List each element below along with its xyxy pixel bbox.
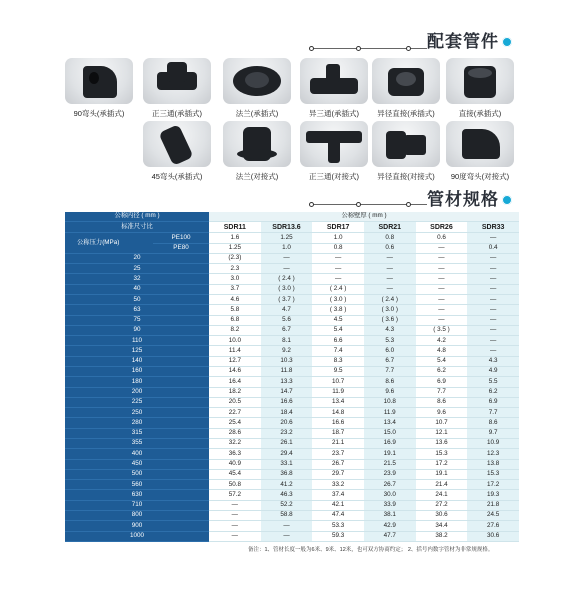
wall-thickness-cell: 13.3 [261, 377, 313, 387]
wall-thickness-cell: — [416, 264, 468, 274]
table-row [65, 253, 519, 263]
wall-thickness-cell: 9.5 [312, 367, 364, 377]
wall-thickness-cell: 18.2 [209, 387, 261, 397]
pressure-cell: 1.0 [261, 243, 313, 253]
wall-thickness-cell: 15.0 [364, 428, 416, 438]
wall-thickness-cell: 59.3 [312, 531, 364, 542]
wall-thickness-cell: ( 3.0 ) [364, 305, 416, 315]
wall-thickness-cell: 7.7 [416, 387, 468, 397]
wall-thickness-cell: 16.6 [261, 397, 313, 407]
diameter-cell: 710 [65, 500, 209, 510]
wall-thickness-cell: 6.8 [209, 315, 261, 325]
wall-thickness-cell: 5.5 [467, 377, 519, 387]
wall-thickness-cell: 18.7 [312, 428, 364, 438]
pipe-spec-table [65, 212, 519, 542]
wall-thickness-cell: — [416, 295, 468, 305]
table-row [65, 510, 519, 520]
diameter-cell: 225 [65, 397, 209, 407]
wall-thickness-cell: 57.2 [209, 490, 261, 500]
wall-thickness-cell: 12.7 [209, 356, 261, 366]
wall-thickness-cell: 20.5 [209, 397, 261, 407]
wall-thickness-cell: 19.1 [416, 469, 468, 479]
diameter-cell: 315 [65, 428, 209, 438]
wall-thickness-cell: 24.1 [416, 490, 468, 500]
wall-thickness-cell: 13.4 [312, 397, 364, 407]
header-bullet-icon [502, 195, 512, 205]
wall-thickness-cell: 16.9 [364, 438, 416, 448]
wall-thickness-cell: — [416, 284, 468, 294]
wall-thickness-cell: 13.8 [467, 459, 519, 469]
diameter-cell: 560 [65, 480, 209, 490]
wall-thickness-cell: — [261, 531, 313, 542]
wall-thickness-cell: (2.3) [209, 253, 261, 263]
wall-thickness-cell: 8.6 [364, 377, 416, 387]
wall-thickness-cell: 15.3 [467, 469, 519, 479]
wall-thickness-cell: 2.3 [209, 264, 261, 274]
wall-thickness-cell: 22.7 [209, 408, 261, 418]
wall-thickness-cell: 5.4 [416, 356, 468, 366]
diameter-cell: 63 [65, 305, 209, 315]
pressure-cell: — [467, 233, 519, 243]
wall-thickness-cell: 21.4 [416, 480, 468, 490]
wall-thickness-cell: 15.3 [416, 449, 468, 459]
table-row [65, 408, 519, 418]
wall-thickness-cell: — [364, 274, 416, 284]
diameter-cell: 400 [65, 449, 209, 459]
pressure-grade: PE80 [153, 243, 209, 253]
diameter-cell: 500 [65, 469, 209, 479]
wall-thickness-cell: 30.6 [416, 510, 468, 520]
wall-thickness-cell: 36.3 [209, 449, 261, 459]
wall-thickness-cell: 19.3 [467, 490, 519, 500]
fitting-caption: 异径直接(承插式) [377, 109, 435, 118]
diameter-cell: 355 [65, 438, 209, 448]
fitting-caption: 正三通(承插式) [152, 109, 202, 118]
table-row [65, 264, 519, 274]
wall-thickness-cell: 33.1 [261, 459, 313, 469]
table-row [65, 387, 519, 397]
wall-thickness-cell: — [467, 295, 519, 305]
wall-thickness-cell: 8.6 [467, 418, 519, 428]
wall-thickness-cell: 41.2 [261, 480, 313, 490]
wall-thickness-cell: — [467, 305, 519, 315]
wall-thickness-cell: 34.4 [416, 521, 468, 531]
fitting-tile-tee [143, 58, 211, 104]
wall-thickness-cell: 19.1 [364, 449, 416, 459]
sdr-column-header: SDR26 [416, 222, 468, 233]
wall-thickness-cell: 9.6 [364, 387, 416, 397]
wall-thickness-cell: 21.1 [312, 438, 364, 448]
wall-thickness-cell: ( 2.4 ) [261, 274, 313, 284]
wall-thickness-cell: 10.9 [467, 438, 519, 448]
pressure-cell: 0.8 [312, 243, 364, 253]
sdr-column-header: SDR13.6 [261, 222, 313, 233]
fitting-tile-butt-elbow [446, 121, 514, 167]
wall-thickness-cell: 12.1 [416, 428, 468, 438]
wall-thickness-cell: 36.8 [261, 469, 313, 479]
wall-thickness-cell: 8.3 [312, 356, 364, 366]
wall-thickness-cell: — [364, 253, 416, 263]
wall-thickness-cell: ( 3.8 ) [312, 305, 364, 315]
table-row [65, 480, 519, 490]
wall-thickness-cell: — [416, 274, 468, 284]
wall-thickness-cell: — [364, 284, 416, 294]
outer-diameter-header: 公称内径 ( mm ) [65, 212, 209, 222]
wall-thickness-cell: 27.6 [467, 521, 519, 531]
fitting-caption: 法兰(对接式) [235, 172, 279, 181]
diameter-cell: 800 [65, 510, 209, 520]
table-row [65, 449, 519, 459]
wall-thickness-cell: 21.5 [364, 459, 416, 469]
wall-thickness-cell: 4.3 [364, 325, 416, 335]
diameter-cell: 32 [65, 274, 209, 284]
diameter-cell: 1000 [65, 531, 209, 542]
wall-thickness-cell: 10.7 [416, 418, 468, 428]
wall-thickness-cell: ( 3.6 ) [364, 315, 416, 325]
fittings-header [427, 27, 512, 51]
wall-thickness-cell: 38.2 [416, 531, 468, 542]
wall-thickness-cell: 17.2 [467, 480, 519, 490]
fitting-tile-butt-flange [223, 121, 291, 167]
wall-thickness-cell: 50.8 [209, 480, 261, 490]
wall-thickness-cell: ( 3.0 ) [261, 284, 313, 294]
wall-thickness-cell: 30.0 [364, 490, 416, 500]
table-row [65, 346, 519, 356]
table-row [65, 325, 519, 335]
wall-thickness-cell: — [312, 253, 364, 263]
wall-thickness-cell: — [261, 264, 313, 274]
wall-thickness-cell: 30.6 [467, 531, 519, 542]
fitting-caption: 90度弯头(对接式) [450, 172, 510, 181]
wall-thickness-cell: — [261, 521, 313, 531]
wall-thickness-cell: 29.4 [261, 449, 313, 459]
pressure-cell: — [416, 243, 468, 253]
wall-thickness-cell: 18.4 [261, 408, 313, 418]
pressure-cell: 1.6 [209, 233, 261, 243]
wall-thickness-cell: 8.1 [261, 336, 313, 346]
wall-thickness-cell: 10.0 [209, 336, 261, 346]
wall-thickness-cell: 58.8 [261, 510, 313, 520]
wall-thickness-cell: 29.7 [312, 469, 364, 479]
wall-thickness-cell: 33.2 [312, 480, 364, 490]
wall-thickness-cell: — [467, 346, 519, 356]
wall-thickness-cell: ( 2.4 ) [364, 295, 416, 305]
fitting-tile-elbow-90 [65, 58, 133, 104]
diameter-cell: 25 [65, 264, 209, 274]
table-row [65, 336, 519, 346]
sdr-column-header: SDR11 [209, 222, 261, 233]
wall-thickness-cell: 11.4 [209, 346, 261, 356]
table-row [65, 397, 519, 407]
diameter-cell: 160 [65, 367, 209, 377]
pressure-cell: 0.6 [364, 243, 416, 253]
pipe-header-rule [311, 204, 427, 205]
wall-thickness-cell: — [312, 264, 364, 274]
diameter-cell: 630 [65, 490, 209, 500]
diameter-cell: 200 [65, 387, 209, 397]
wall-thickness-cell: 14.8 [312, 408, 364, 418]
wall-thickness-cell: — [467, 325, 519, 335]
wall-thickness-cell: — [467, 284, 519, 294]
diameter-cell: 50 [65, 295, 209, 305]
pipe-header [427, 185, 512, 209]
wall-thickness-cell: 10.3 [261, 356, 313, 366]
wall-thickness-cell: 6.2 [416, 367, 468, 377]
wall-thickness-cell: 3.7 [209, 284, 261, 294]
pressure-header: 公称压力(MPa) [65, 233, 153, 254]
wall-thickness-cell: 53.3 [312, 521, 364, 531]
wall-thickness-cell: 6.0 [364, 346, 416, 356]
table-row [65, 521, 519, 531]
pressure-cell: 1.25 [209, 243, 261, 253]
table-row [65, 531, 519, 542]
fitting-tile-elbow-45 [143, 121, 211, 167]
wall-thickness-cell: 24.5 [467, 510, 519, 520]
wall-thickness-cell: 4.9 [467, 367, 519, 377]
butt-elbow-icon [462, 129, 500, 159]
wall-thickness-cell: 4.5 [312, 315, 364, 325]
fitting-caption: 异径直接(对接式) [377, 172, 435, 181]
wall-thickness-cell: 5.4 [312, 325, 364, 335]
wall-thickness-cell: — [467, 336, 519, 346]
wall-thickness-header: 公称壁厚 ( mm ) [209, 212, 519, 222]
wall-thickness-cell: ( 3.7 ) [261, 295, 313, 305]
fitting-tile-coupling [446, 58, 514, 104]
wall-thickness-cell: — [416, 305, 468, 315]
pressure-cell: 0.8 [364, 233, 416, 243]
wall-thickness-cell: 6.2 [467, 387, 519, 397]
wall-thickness-cell: 10.7 [312, 377, 364, 387]
wall-thickness-cell: 4.8 [416, 346, 468, 356]
table-row [65, 356, 519, 366]
table-row [65, 428, 519, 438]
pressure-cell: 0.4 [467, 243, 519, 253]
wall-thickness-cell: 9.7 [467, 428, 519, 438]
wall-thickness-cell: — [209, 521, 261, 531]
fitting-tile-butt-tee [300, 121, 368, 167]
sdr-column-header: SDR17 [312, 222, 364, 233]
table-footnote: 备注：1、管材长度一般为6米、9米、12米，也可双方协商约定； 2、括号内数字管材为非常规规格。 [248, 547, 494, 553]
diameter-cell: 20 [65, 253, 209, 263]
wall-thickness-cell: 7.7 [467, 408, 519, 418]
diameter-cell: 75 [65, 315, 209, 325]
table-row [65, 315, 519, 325]
pressure-cell: 0.6 [416, 233, 468, 243]
fittings-title: 配套管件 [427, 31, 499, 52]
table-row [65, 469, 519, 479]
wall-thickness-cell: 52.2 [261, 500, 313, 510]
wall-thickness-cell: 11.9 [364, 408, 416, 418]
wall-thickness-cell: 28.6 [209, 428, 261, 438]
pipe-title: 管材规格 [427, 189, 499, 210]
diameter-cell: 140 [65, 356, 209, 366]
wall-thickness-cell: 26.7 [312, 459, 364, 469]
fitting-caption: 直接(承插式) [458, 109, 502, 118]
diameter-cell: 110 [65, 336, 209, 346]
fitting-caption: 法兰(承插式) [235, 109, 279, 118]
table-row [65, 284, 519, 294]
wall-thickness-cell: 3.0 [209, 274, 261, 284]
fittings-header-rule [311, 48, 427, 49]
wall-thickness-cell: 20.6 [261, 418, 313, 428]
header-bullet-icon [502, 37, 512, 47]
wall-thickness-cell: 45.4 [209, 469, 261, 479]
sdr-column-header: SDR21 [364, 222, 416, 233]
diameter-cell: 125 [65, 346, 209, 356]
fitting-caption: 45弯头(承插式) [151, 172, 203, 181]
wall-thickness-cell: 46.3 [261, 490, 313, 500]
table-row [65, 305, 519, 315]
fitting-tile-flange [223, 58, 291, 104]
diameter-cell: 40 [65, 284, 209, 294]
elbow-45-icon [158, 124, 193, 166]
wall-thickness-cell: 6.7 [261, 325, 313, 335]
wall-thickness-cell: — [467, 274, 519, 284]
elbow-90-icon [83, 66, 117, 98]
wall-thickness-cell: 4.3 [467, 356, 519, 366]
wall-thickness-cell: 14.7 [261, 387, 313, 397]
wall-thickness-cell: 6.9 [467, 397, 519, 407]
fitting-caption: 90弯头(承插式) [73, 109, 125, 118]
diameter-cell: 900 [65, 521, 209, 531]
table-row [65, 274, 519, 284]
wall-thickness-cell: 4.7 [261, 305, 313, 315]
wall-thickness-cell: 5.6 [261, 315, 313, 325]
pressure-cell: 1.25 [261, 233, 313, 243]
fitting-tile-reducer [372, 58, 440, 104]
wall-thickness-cell: 23.9 [364, 469, 416, 479]
pressure-cell: 1.0 [312, 233, 364, 243]
table-row [65, 459, 519, 469]
fitting-tile-reducing-tee [300, 58, 368, 104]
wall-thickness-cell: 38.1 [364, 510, 416, 520]
wall-thickness-cell: — [416, 253, 468, 263]
wall-thickness-cell: 25.4 [209, 418, 261, 428]
wall-thickness-cell: 9.6 [416, 408, 468, 418]
table-row [65, 490, 519, 500]
table-row [65, 367, 519, 377]
wall-thickness-cell: 33.9 [364, 500, 416, 510]
diameter-cell: 280 [65, 418, 209, 428]
wall-thickness-cell: 5.3 [364, 336, 416, 346]
wall-thickness-cell: 40.9 [209, 459, 261, 469]
wall-thickness-cell: 10.8 [364, 397, 416, 407]
wall-thickness-cell: — [467, 315, 519, 325]
wall-thickness-cell: ( 2.4 ) [312, 284, 364, 294]
wall-thickness-cell: 6.9 [416, 377, 468, 387]
diameter-cell: 450 [65, 459, 209, 469]
diameter-cell: 180 [65, 377, 209, 387]
fitting-caption: 正三通(对接式) [309, 172, 359, 181]
wall-thickness-cell: 27.2 [416, 500, 468, 510]
wall-thickness-cell: 8.2 [209, 325, 261, 335]
wall-thickness-cell: 8.6 [416, 397, 468, 407]
wall-thickness-cell: 26.1 [261, 438, 313, 448]
wall-thickness-cell: — [364, 264, 416, 274]
wall-thickness-cell: ( 3.5 ) [416, 325, 468, 335]
wall-thickness-cell: 11.8 [261, 367, 313, 377]
fitting-caption: 异三通(承插式) [309, 109, 359, 118]
wall-thickness-cell: 13.6 [416, 438, 468, 448]
wall-thickness-cell: 42.1 [312, 500, 364, 510]
wall-thickness-cell: 21.8 [467, 500, 519, 510]
wall-thickness-cell: — [209, 500, 261, 510]
wall-thickness-cell: 26.7 [364, 480, 416, 490]
wall-thickness-cell: 23.2 [261, 428, 313, 438]
wall-thickness-cell: 16.4 [209, 377, 261, 387]
wall-thickness-cell: 12.3 [467, 449, 519, 459]
wall-thickness-cell: — [209, 510, 261, 520]
wall-thickness-cell: 14.6 [209, 367, 261, 377]
table-row [65, 438, 519, 448]
wall-thickness-cell: 7.4 [312, 346, 364, 356]
wall-thickness-cell: 16.6 [312, 418, 364, 428]
diameter-cell: 90 [65, 325, 209, 335]
wall-thickness-cell: 32.2 [209, 438, 261, 448]
wall-thickness-cell: 6.6 [312, 336, 364, 346]
wall-thickness-cell: 47.4 [312, 510, 364, 520]
pressure-grade: PE100 [153, 233, 209, 243]
wall-thickness-cell: 13.4 [364, 418, 416, 428]
wall-thickness-cell: 4.2 [416, 336, 468, 346]
wall-thickness-cell: — [416, 315, 468, 325]
wall-thickness-cell: — [209, 531, 261, 542]
wall-thickness-cell: 17.2 [416, 459, 468, 469]
table-row [65, 377, 519, 387]
fitting-tile-butt-reducer [372, 121, 440, 167]
wall-thickness-cell: 11.9 [312, 387, 364, 397]
wall-thickness-cell: ( 3.0 ) [312, 295, 364, 305]
wall-thickness-cell: 5.8 [209, 305, 261, 315]
wall-thickness-cell: — [261, 253, 313, 263]
diameter-cell: 250 [65, 408, 209, 418]
wall-thickness-cell: — [467, 264, 519, 274]
wall-thickness-cell: 47.7 [364, 531, 416, 542]
wall-thickness-cell: 9.2 [261, 346, 313, 356]
wall-thickness-cell: 42.9 [364, 521, 416, 531]
wall-thickness-cell: — [467, 253, 519, 263]
wall-thickness-cell: 23.7 [312, 449, 364, 459]
sdr-column-header: SDR33 [467, 222, 519, 233]
table-row [65, 500, 519, 510]
table-row [65, 418, 519, 428]
wall-thickness-cell: 7.7 [364, 367, 416, 377]
wall-thickness-cell: 37.4 [312, 490, 364, 500]
wall-thickness-cell: 6.7 [364, 356, 416, 366]
std-ratio-header: 标准尺寸比 [65, 222, 209, 233]
wall-thickness-cell: 4.6 [209, 295, 261, 305]
table-row [65, 295, 519, 305]
wall-thickness-cell: — [312, 274, 364, 284]
butt-reducer-icon [386, 131, 406, 159]
